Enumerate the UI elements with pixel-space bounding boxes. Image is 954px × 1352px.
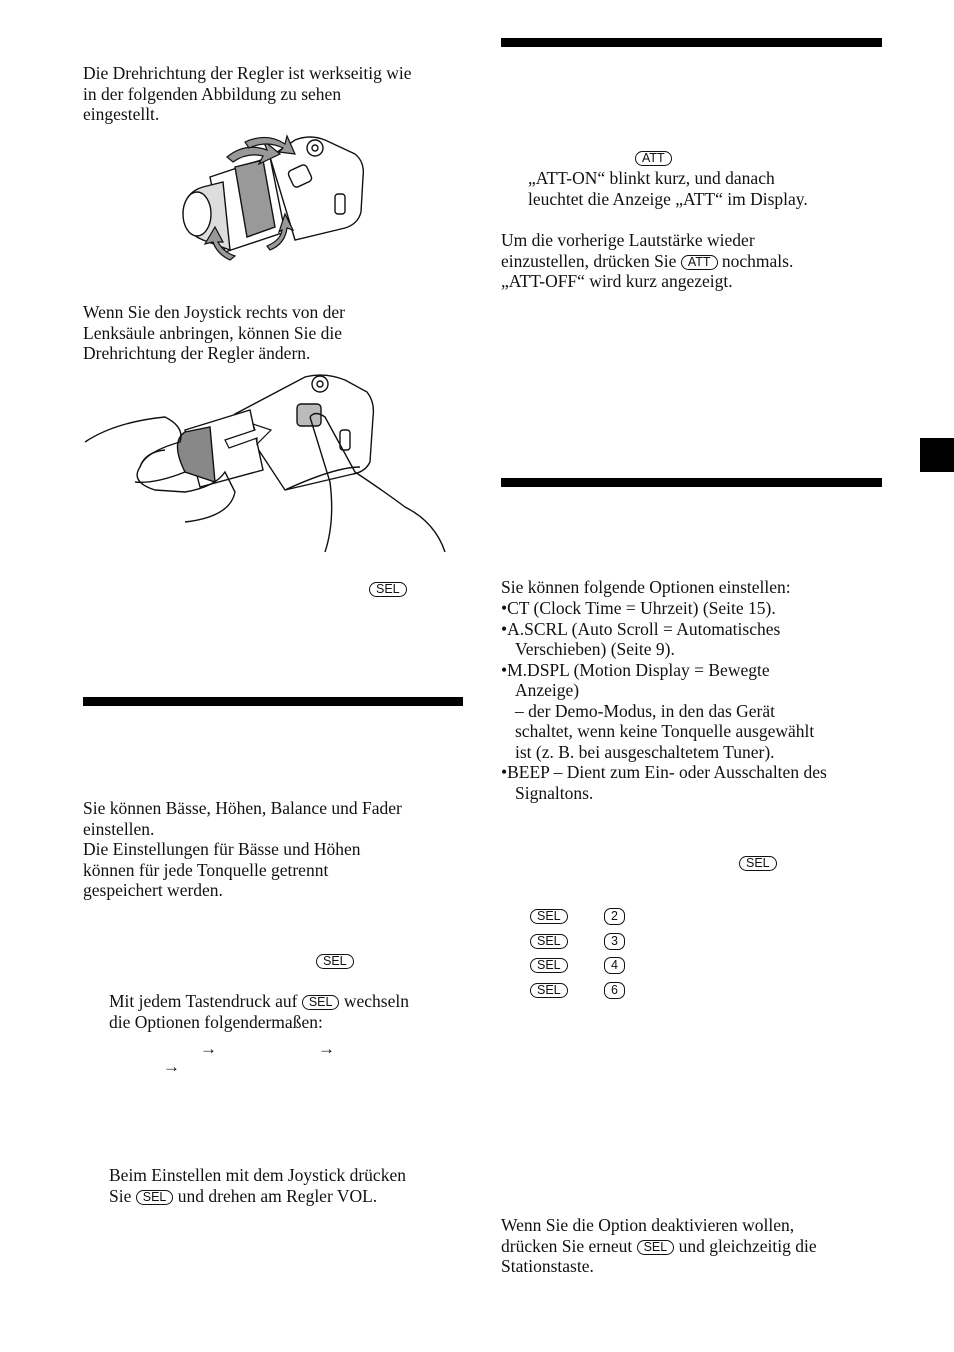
list-item: Signaltons. [515, 782, 594, 803]
sel-button[interactable]: SEL [316, 954, 354, 969]
sel-button[interactable]: SEL [530, 934, 568, 949]
preset-button-4[interactable]: 4 [604, 957, 625, 974]
list-item: •BEEP – Dient zum Ein- oder Ausschalten des [501, 762, 827, 782]
intro-text: Die Drehrichtung der Regler ist werkseitig wie in der folgenden Abbildung zu sehen eingestellt. [83, 63, 412, 124]
list-item: Verschieben) (Seite 9). [515, 639, 675, 659]
att-button[interactable]: ATT [681, 255, 718, 270]
list-item: ist (z. B. bei ausgeschaltetem Tuner). [515, 741, 775, 762]
step-text: Mit jedem Tastendruck auf SEL wechseln die Optionen folgendermaßen: [109, 991, 409, 1032]
section-rule-top-right [501, 38, 882, 47]
att-on-text: „ATT-ON“ blinkt kurz, und danach leuchtet die Anzeige „ATT“ im Display. [528, 168, 808, 209]
list-item: •M.DSPL (Motion Display = Bewegte [501, 659, 770, 680]
arrow-right-icon: → [163, 1057, 180, 1076]
chapter-tab-marker [920, 438, 954, 472]
list-item: •CT (Clock Time = Uhrzeit) (Seite 15). [501, 598, 776, 618]
sel-button[interactable]: SEL [530, 958, 568, 973]
section-rule-mid-right [501, 478, 882, 487]
preset-button-3[interactable]: 3 [604, 933, 625, 950]
arrow-right-icon: → [318, 1039, 335, 1058]
joystick-note-text: Beim Einstellen mit dem Joystick drücken Sie SEL und drehen am Regler VOL. [109, 1165, 406, 1206]
preset-button-2[interactable]: 2 [604, 908, 625, 925]
sel-button[interactable]: SEL [530, 983, 568, 998]
options-list [501, 598, 886, 803]
sel-button[interactable]: SEL [369, 582, 407, 597]
arrow-right-icon: → [200, 1039, 217, 1058]
sound-intro-text: Sie können Bässe, Höhen, Balance und Fader einstellen. Die Einstellungen für Bässe und Höhen können für jede Tonquelle getrennt gespeichert werden. [83, 798, 402, 900]
joystick-text: Wenn Sie den Joystick rechts von der Lenksäule anbringen, können Sie die Drehrichtung der Regler ändern. [83, 302, 346, 363]
preset-button-6[interactable]: 6 [604, 982, 625, 999]
list-item: schaltet, wenn keine Tonquelle ausgewählt [515, 721, 815, 741]
hand-joystick-illustration [85, 372, 450, 557]
list-item: Anzeige) [515, 680, 580, 700]
deactivate-text: Wenn Sie die Option deaktivieren wollen, drücken Sie erneut SEL und gleichzeitig die Stationstaste. [501, 1215, 817, 1276]
section-rule-left [83, 697, 463, 706]
options-intro-text: Sie können folgende Optionen einstellen: [501, 577, 791, 597]
sel-button[interactable]: SEL [739, 856, 777, 871]
list-item: – der Demo-Modus, in den das Gerät [515, 700, 776, 721]
sel-button[interactable]: SEL [637, 1240, 675, 1255]
knob-rotation-illustration [175, 132, 370, 277]
list-item: •A.SCRL (Auto Scroll = Automatisches [501, 618, 781, 639]
sel-button[interactable]: SEL [136, 1190, 174, 1205]
att-button[interactable]: ATT [635, 151, 672, 166]
att-restore-text: Um die vorherige Lautstärke wieder einzustellen, drücken Sie ATT nochmals. „ATT-OFF“ wird kurz angezeigt. [501, 230, 794, 291]
sel-button[interactable]: SEL [530, 909, 568, 924]
sel-button[interactable]: SEL [302, 995, 340, 1010]
